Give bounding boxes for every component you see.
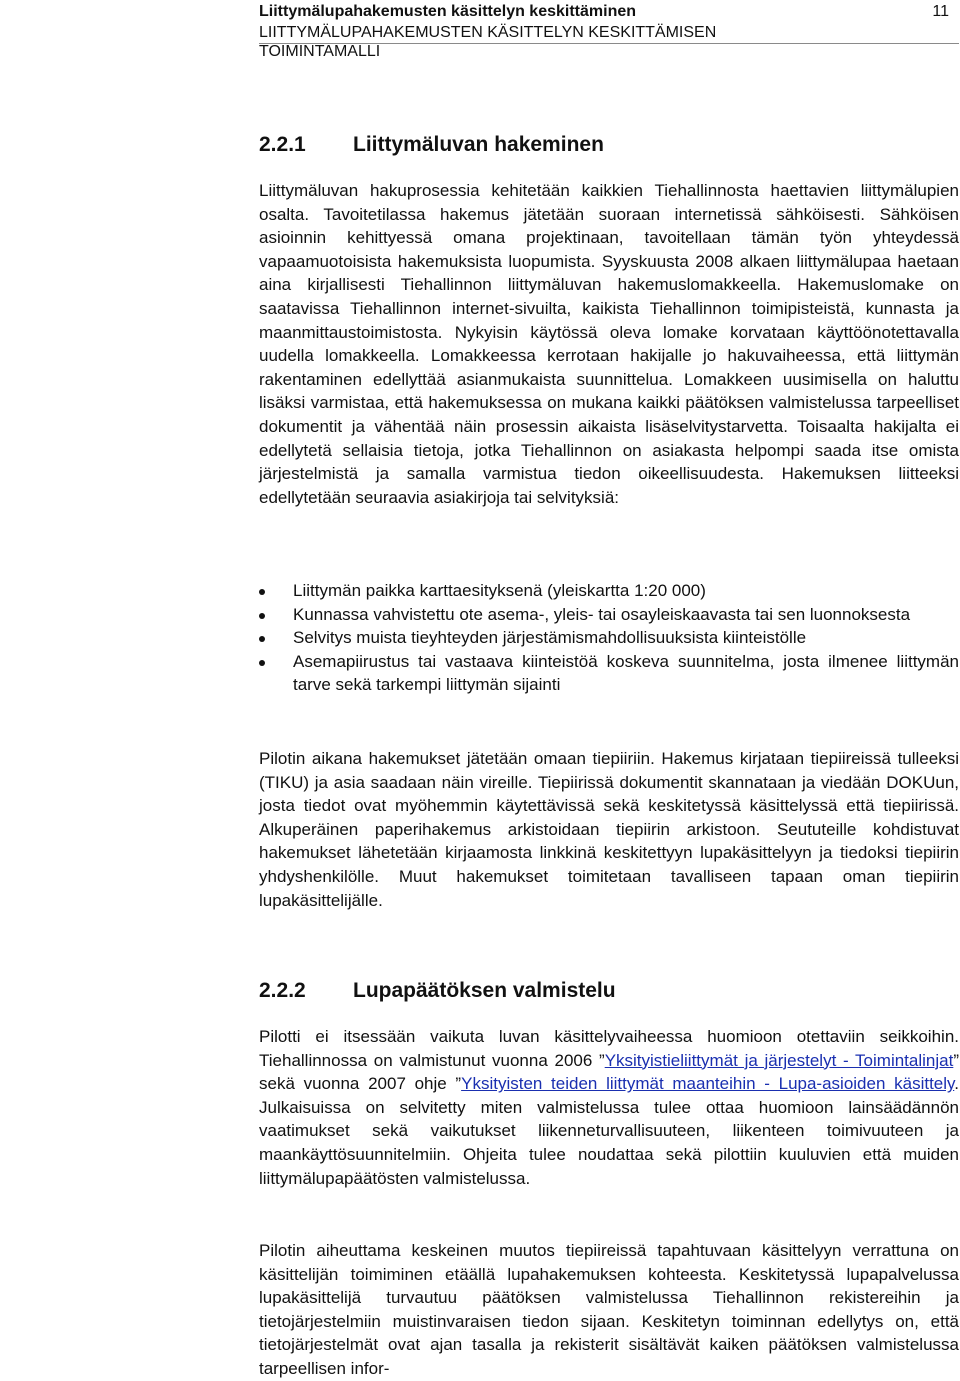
- section-number: 2.2.2: [259, 979, 306, 1002]
- paragraph-text: Pilotti ei itsessään vaikuta luvan käsittelyvaiheessa huomioon otettaviin seikkoihin. Tiehallinnossa on valmistunut vuonna 2006 ”: [259, 1027, 959, 1070]
- list-item-text: Liittymän paikka karttaesityksenä (yleiskartta 1:20 000): [293, 581, 706, 600]
- body-paragraph: Pilotin aiheuttama keskeinen muutos tiepiireissä tapahtuvaan käsittelyyn verrattuna on käsittelijän toimiminen etäällä lupahakemuksen kohteesta. Keskitetyssä lupapalvelussa lupakäsittelijä turvautuu päätöksen valmistelussa Tiehallinnon rekistereihin ja tietojärjestelmiin muistinvaraisen tiedon sijaan. Keskitetyn toiminnan edellytys on, että tietojärjestelmät ovat ajan tasalla ja rekisterit sisältävät kaiken päätöksen valmistelussa tarpeellisen infor-: [259, 1241, 959, 1378]
- header-subtitle: LIITTYMÄLUPAHAKEMUSTEN KÄSITTELYN KESKITTÄMISEN TOIMINTAMALLI: [259, 24, 717, 60]
- attachment-list: [259, 579, 959, 697]
- bullet-icon: [259, 636, 265, 642]
- page-number: 11: [932, 3, 949, 20]
- running-header: [259, 0, 959, 60]
- paragraph-text: . Julkaisuissa on selvitetty miten valmistelussa tulee ottaa huomioon lainsäädännön vaatimukset sekä vaikutukset liikenneturvallisuuteen, liikenteen toimivuuteen ja maankäyttösuunnitelmiin. Ohjeita tulee noudattaa sekä pilottiin kuuluvien että muiden liittymälupapäätösten valmistelussa.: [259, 1074, 959, 1188]
- bullet-icon: [259, 589, 265, 595]
- section-heading-2-2-2: [259, 978, 616, 1004]
- paragraph-text: ” sekä vuonna 2007 ohje ”: [259, 1050, 959, 1094]
- section-number: 2.2.1: [259, 133, 306, 156]
- body-paragraph: Pilotin aikana hakemukset jätetään omaan tiepiiriin. Hakemus kirjataan tiepiireissä tulleeksi (TIKU) ja asia saadaan näin vireille. Tiepiirissä dokumentit skannataan ja viedään DOKUun, josta tiedot ovat myöhemmin käytettävissä sekä keskitetyssä käsittelyssä että tiepiirissä. Alkuperäinen paperihakemus arkistoidaan tiepiirin arkistoon. Seututeille kohdistuvat hakemukset lähetetään kirjaamosta linkkinä keskitettyyn lupakäsittelyyn ja tiedoksi tiepiirin yhdyshenkilölle. Muut hakemukset toimitetaan tavalliseen tapaan oman tiepiirin lupakäsittelijälle.: [259, 749, 959, 910]
- body-paragraph: Liittymäluvan hakuprosessia kehitetään kaikkien Tiehallinnosta haettavien liittymälupien osalta. Tavoitetilassa hakemus jätetään suoraan internetissä sähköisesti. Sähköisen asioinnin kehittyessä omana projektinaan, tavoitellaan tämän työn yhteydessä vapaamuotoisista hakemuksista luopumista. Syyskuusta 2008 alkaen liittymälupaa haetaan aina kirjallisesti Tiehallinnon liittymäluvan hakemuslomakkeella. Hakemuslomake on saatavissa Tiehallinnon internet-sivuilta, kaikista Tiehallinnon toimipisteistä, kunnasta ja maanmittaustoimistosta. Nykyisin käytössä oleva lomake korvataan käyttöönotettavalla uudella lomakkeella. Lomakkeessa kerrotaan hakijalle jo hakuvaiheessa, että liittymän rakentaminen edellyttää asianmukaista suunnittelua. Lomakkeen uusimisella on haluttu lisäksi varmistaa, että hakemuksessa on mukana kaikki päätöksen valmistelussa tarpeelliset dokumentit ja vähentää näin prosessin aikaista lisäselvitystarvetta. Toisaalta hakijalta ei edellytetä sellaisia tietoja, jotka Tiehallinnon on asiakasta helpompi saada itse omista järjestelmistä ja samalla varmistua tiedon oikeellisuudesta. Hakemuksen liitteeksi edellytetään seuraavia asiakirjoja tai selvityksiä:: [259, 181, 959, 507]
- list-item-text: Kunnassa vahvistettu ote asema-, yleis- tai osayleiskaavasta tai sen luonnoksesta: [293, 604, 911, 624]
- section-title: Liittymäluvan hakeminen: [353, 133, 604, 156]
- publication-link-lupa-asioiden-kasittely[interactable]: Yksityisten teiden liittymät maanteihin - Lupa-asioiden käsittely: [461, 1074, 955, 1094]
- list-item-text: Asemapiirustus tai vastaava kiinteistöä koskeva suunnitelma, josta ilmenee liittymän tarve sekä tarkempi liittymän sijainti: [293, 651, 959, 695]
- list-item: [259, 626, 959, 650]
- body-paragraph: [259, 1025, 959, 1190]
- section-heading-2-2-1: [259, 132, 604, 158]
- list-item-text: Selvitys muista tieyhteyden järjestämismahdollisuuksista kiinteistölle: [293, 628, 807, 648]
- bullet-icon: [259, 660, 265, 666]
- publication-link-toimintalinjat[interactable]: Yksityistieliittymät ja järjestelyt - Toimintalinjat: [604, 1050, 954, 1070]
- document-page: [259, 0, 959, 1380]
- list-item: [259, 579, 959, 603]
- header-divider: [259, 43, 959, 44]
- bullet-icon: [259, 613, 265, 619]
- header-title: Liittymälupahakemusten käsittelyn keskittäminen: [259, 3, 637, 20]
- list-item: [259, 650, 959, 697]
- list-item: [259, 603, 959, 627]
- section-title: Lupapäätöksen valmistelu: [353, 979, 616, 1002]
